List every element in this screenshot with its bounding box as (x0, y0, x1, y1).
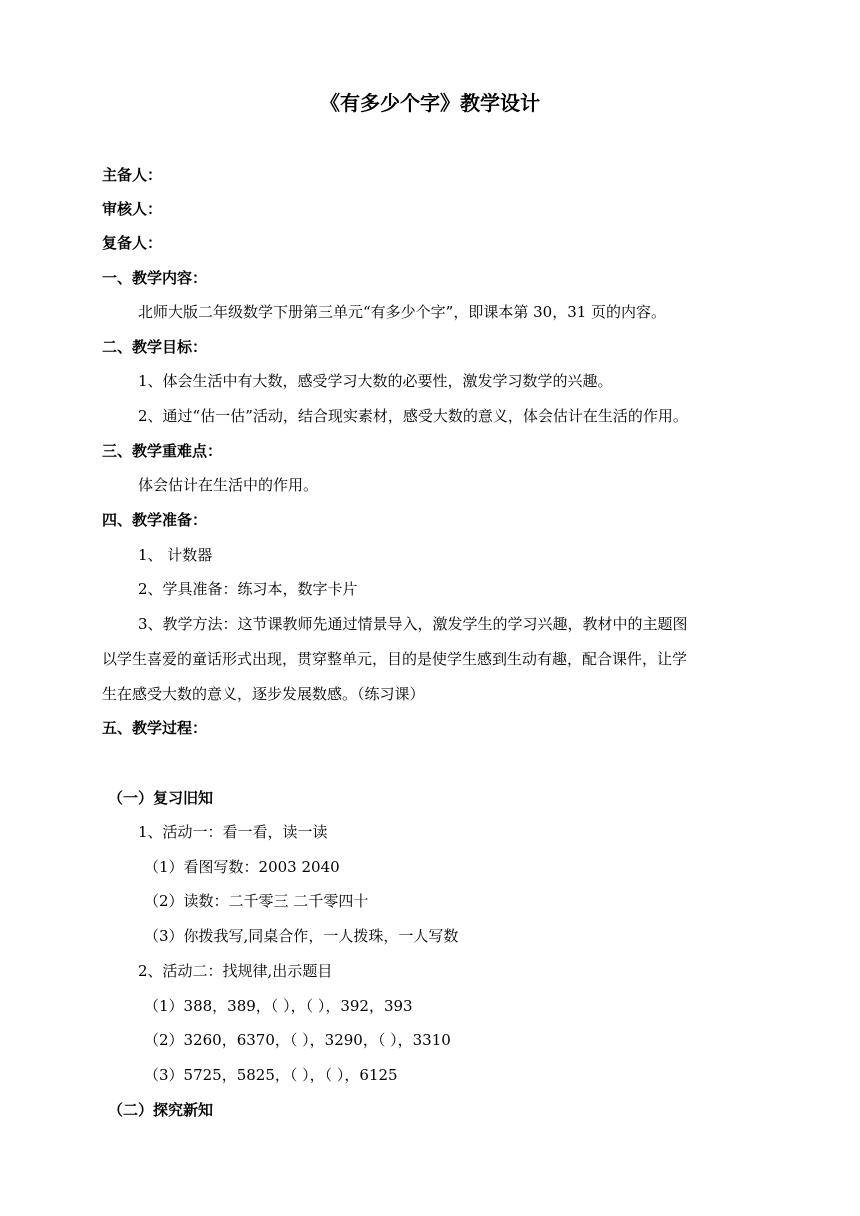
method-text-line: 3、教学方法：这节课教师先通过情景导入，激发学生的学习兴趣，教材中的主题图 (138, 615, 688, 633)
section-heading-preparation: 四、教学准备： (102, 511, 208, 529)
activity-one-item: （1）看图写数：2003 2040 (144, 858, 340, 876)
review-heading: （一）复习旧知 (108, 789, 214, 807)
reviewer-label: 审核人： (102, 200, 163, 218)
document-title: 《有多少个字》教学设计 (320, 91, 540, 115)
activity-one: 1、活动一：看一看，读一读 (138, 823, 328, 841)
goal-item: 2、通过“估一估”活动，结合现实素材，感受大数的意义，体会估计在生活的作用。 (138, 407, 688, 425)
activity-one-item: （3）你拨我写,同桌合作，一人拨珠，一人写数 (144, 927, 459, 945)
activity-two: 2、活动二：找规律,出示题目 (138, 962, 333, 980)
key-points-text: 体会估计在生活中的作用。 (138, 476, 319, 494)
method-text-line: 以学生喜爱的童话形式出现，贯穿整单元，目的是使学生感到生动有趣，配合课件，让学 (102, 650, 688, 668)
activity-one-item: （2）读数：二千零三 二千零四十 (144, 892, 369, 910)
explore-heading: （二）探究新知 (108, 1101, 214, 1119)
section-heading-content: 一、教学内容： (102, 269, 208, 287)
pattern-exercise: （2）3260，6370，（ ），3290，（ ），3310 (144, 1031, 451, 1049)
pattern-exercise: （3）5725，5825，（ ），（ ），6125 (144, 1066, 398, 1084)
goal-item: 1、体会生活中有大数，感受学习大数的必要性，激发学习数学的兴趣。 (138, 372, 613, 390)
pattern-exercise: （1）388，389，（ ），（ ），392，393 (144, 997, 413, 1015)
preparation-item: 2、学具准备：练习本，数字卡片 (138, 580, 358, 598)
main-preparer-label: 主备人： (102, 166, 163, 184)
section-heading-goals: 二、教学目标： (102, 338, 208, 356)
content-text: 北师大版二年级数学下册第三单元“有多少个字”，即课本第 30，31 页的内容。 (138, 303, 667, 321)
section-heading-key-points: 三、教学重难点： (102, 442, 223, 460)
preparation-item: 1、 计数器 (138, 546, 213, 564)
co-preparer-label: 复备人： (102, 234, 163, 252)
method-text-line: 生在感受大数的意义，逐步发展数感。（练习课） (102, 685, 425, 703)
section-heading-process: 五、教学过程： (102, 719, 208, 737)
